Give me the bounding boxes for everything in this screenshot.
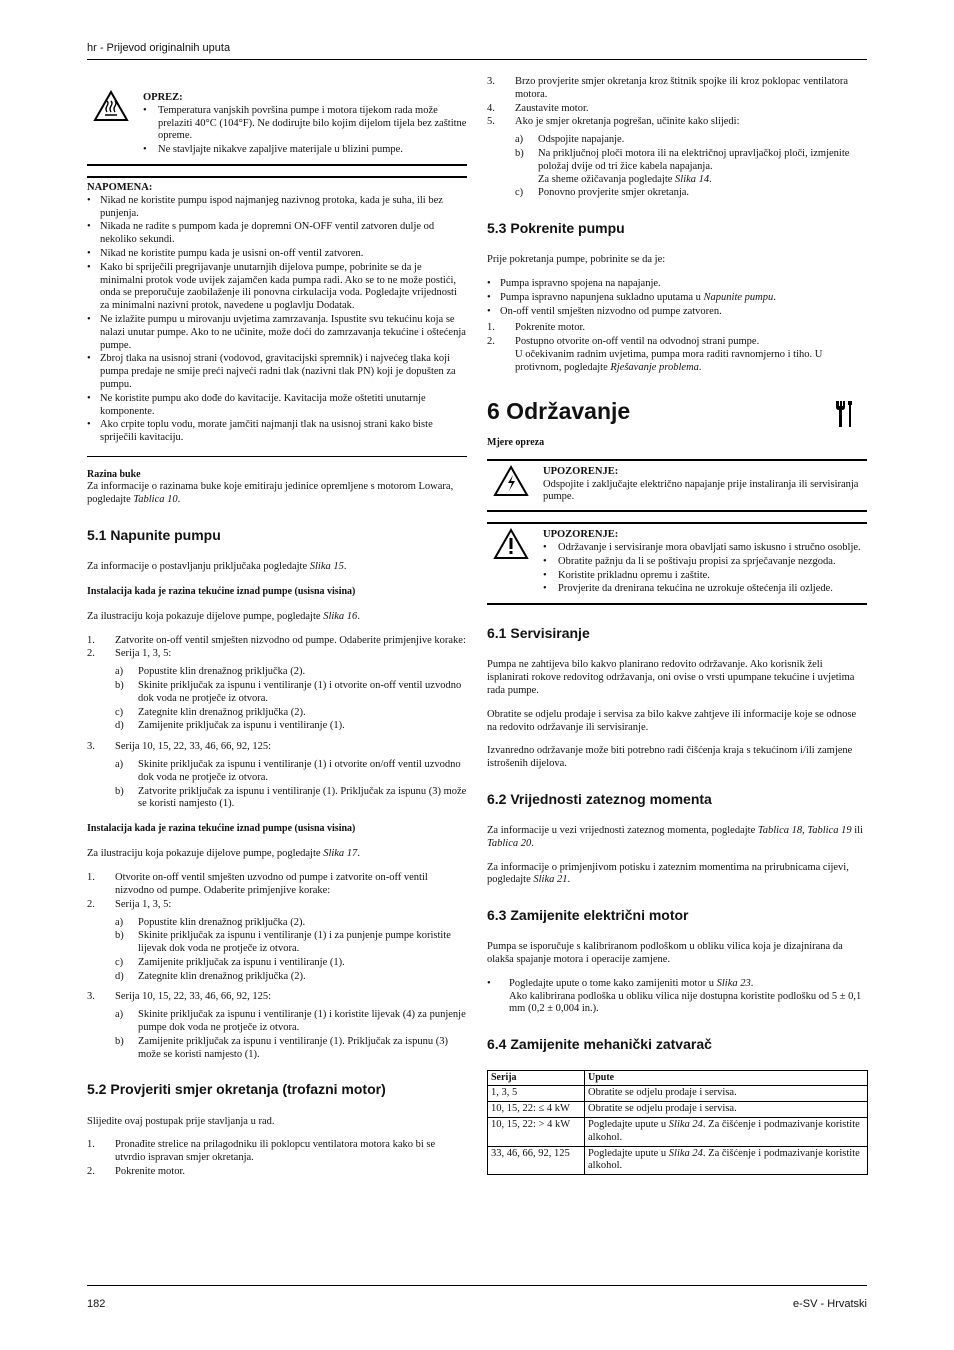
table-cell: 10, 15, 22: ≤ 4 kW xyxy=(488,1102,585,1118)
section-5-3-title: 5.3 Pokrenite pumpu xyxy=(487,220,625,237)
sub-step: b) Zatvorite priključak za ispunu i ventiliranje (1). Priključak za ispunu (3) može se koristi namjesto (1). xyxy=(115,785,467,810)
step-item: 5. Ako je smjer okretanja pogrešan, učinite kako slijedi: a) Odspojite napajanje. b) Na priključnoj ploči motora ili na električnoj upravljačkoj ploči, izmjenite položaj dvije od tri žice kabela napajanja. Za sheme ožičavanja pogledajte Slika 14. c) Ponovno provjerite smjer okretanja. xyxy=(487,116,867,200)
sub-step: d) Zamijenite priključak za ispunu i ventiliranje (1). xyxy=(115,720,345,732)
sub-step: c) Zamijenite priključak za ispunu i ventiliranje (1). xyxy=(115,956,345,968)
table-cell: Obratite se odjelu prodaje i servisa. xyxy=(585,1086,868,1102)
note-item: • Ne koristite pumpu ako dođe do kavitacije. Kavitacija može oštetiti unutarnje komponente. xyxy=(87,393,467,419)
page-number: 182 xyxy=(87,1298,106,1310)
section-5-1-title: 5.1 Napunite pumpu xyxy=(87,526,221,543)
step-item: 2. Postupno otvorite on-off ventil na odvodnoj strani pumpe. U očekivanim radnim uvjetima, pumpa mora raditi ravnomjerno i tiho. U protivnom, pogledajte Rješavanje problema. xyxy=(487,336,823,373)
step-item: 2. Serija 1, 3, 5: a) Popustite klin drenažnog priključka (2). b) Skinite priključak za ispunu i ventiliranje (1) i otvorite on-off ventil uzvodno dok voda ne protječe iz otvora. c) Zategnite klin drenažnog priključka (2). d) Zamijenite priključak za ispunu i ventiliranje (1). xyxy=(87,648,467,733)
s62-p2: Za informacije o primjenjivom potisku i zateznim momentima na prirubnicama cijevi, pogledajte Slika 21. xyxy=(487,861,849,886)
step-item: 2. Serija 1, 3, 5: a) Popustite klin drenažnog priključka (2). b) Skinite priključak za ispunu i ventiliranje (1) i za punjenje pumpe koristite lijevak dok voda ne protječe iz otvora. c) Zamijenite priključak za ispunu i ventiliranje (1). d) Zategnite klin drenažnog priključka (2). xyxy=(87,899,467,984)
caution-item: • Temperatura vanjskih površina pumpe i motora tijekom rada može prelaziti 40°C (104°F). Ne dodirujte bilo kojim dijelom tijela bez zaštitne opreme. xyxy=(143,105,467,143)
sub-step: a) Skinite priključak za ispunu i ventiliranje (1) i otvorite on/off ventil uzvodno dok voda ne protječe iz otvora. xyxy=(115,758,461,783)
step-item: 1. Pronađite strelice na prilagodniku ili poklopcu ventilatora motora kako bi se utvrdio ispravan smjer okretanja. xyxy=(87,1139,436,1164)
footer-doc-title: e-SV - Hrvatski xyxy=(793,1298,867,1310)
s62-p1: Za informacije u vezi vrijednosti zateznog momenta, pogledajte Tablica 18, Tablica 19 ili Tablica 20. xyxy=(487,824,863,849)
table-cell: Pogledajte upute u Slika 24. Za čišćenje i podmazivanje koristite alkohol. xyxy=(585,1118,868,1147)
note-box xyxy=(87,176,467,445)
note-item: • Ako crpite toplu vodu, morate jamčiti najmanji tlak na usisnoj strani kako biste spriječili kavitaciju. xyxy=(87,419,467,445)
note-item: • Kako bi spriječili pregrijavanje unutarnjih dijelova pumpe, pobrinite se da je minimalni protok vode uvijek zajamčen kada pumpa radi. Ako se to ne može postići, onda se preporučuje zaobilaženje ili ponovna cirkulacija voda. Pogledajte vrijednosti za minimalni nazivni protok, navedene u poglavlju Dodatak. xyxy=(87,262,467,313)
warning-item: • Obratite pažnju da li se poštivaju propisi za sprječavanje nezgoda. xyxy=(543,556,867,569)
note-item: • Nikad ne koristite pumpu kada je usisni on-off ventil zatvoren. xyxy=(87,248,467,261)
table-header-row xyxy=(488,1071,868,1086)
warning-item: • Provjerite da drenirana tekućina ne uzrokuje oštećenja ili ozljede. xyxy=(543,583,867,596)
table-cell: 10, 15, 22: > 4 kW xyxy=(488,1118,585,1147)
noise-section xyxy=(87,456,467,507)
inst2-title: Instalacija kada je razina tekućine iznad pumpe (usisna visina) xyxy=(87,823,356,835)
table-cell: Pogledajte upute u Slika 24. Za čišćenje i podmazivanje koristite alkohol. xyxy=(585,1146,868,1175)
s53-intro: Prije pokretanja pumpe, pobrinite se da je: xyxy=(487,254,666,266)
noise-title: Razina buke xyxy=(87,468,141,480)
table-cell: Obratite se odjelu prodaje i servisa. xyxy=(585,1102,868,1118)
sub-step: b) Skinite priključak za ispunu i ventiliranje (1) i otvorite on-off ventil uzvodno dok voda ne protječe iz otvora. xyxy=(115,679,462,704)
s63-p1: Pumpa se isporučuje s kalibriranom podloškom u obliku vilica koja je dizajnirana da olakša spajanje motora i operacije zamjene. xyxy=(487,941,843,966)
s63-item: • Pogledajte upute o tome kako zamijeniti motor u Slika 23. Ako kalibrirana podloška u obliku vilica nije dostupna koristite podlošku od 5 ± 0,1 mm (0,2 ± 0,004 in.). xyxy=(487,978,867,1016)
warning-item: • Održavanje i servisiranje mora obavljati samo iskusno i stručno osoblje. xyxy=(543,542,867,555)
note-item: • Zbroj tlaka na usisnoj strani (vodovod, gravitacijski spremnik) i najvećeg tlaka koji pumpa predaje ne smije preći najveći radni tlak (nazivni tlak PN) koji je dopušten za pumpu. xyxy=(87,353,467,391)
table-row xyxy=(488,1102,868,1118)
section-6-1-title: 6.1 Servisiranje xyxy=(487,625,590,642)
page-header: hr - Prijevod originalnih uputa xyxy=(87,42,231,54)
s52-steps-right xyxy=(487,76,867,200)
sub-step: a) Skinite priključak za ispunu i ventiliranje (1) i koristite lijevak (4) za punjenje pumpe dok voda ne protječe iz otvora. xyxy=(115,1009,466,1034)
note-title: NAPOMENA: xyxy=(87,181,153,193)
sub-step: c) Zategnite klin drenažnog priključka (2). xyxy=(115,706,306,718)
inst2-steps xyxy=(87,872,467,1061)
table-cell: 1, 3, 5 xyxy=(488,1086,585,1102)
inst2-ill: Za ilustraciju koja pokazuje dijelove pumpe, pogledajte Slika 17. xyxy=(87,848,360,860)
section-5-2-title: 5.2 Provjeriti smjer okretanja (trofazni motor) xyxy=(87,1081,386,1098)
s53-item: • Pumpa ispravno spojena na napajanje. xyxy=(487,278,867,291)
sub-step: b) Skinite priključak za ispunu i ventiliranje (1) i za punjenje pumpe koristite lijevak dok voda ne protječe iz otvora. xyxy=(115,930,451,955)
noise-text: Za informacije o razinama buke koje emitiraju jedinice opremljene s motorom Lowara, pogledajte Tablica 10. xyxy=(87,481,454,505)
sub-step: a) Popustite klin drenažnog priključka (2). xyxy=(115,916,306,928)
inst1-ill: Za ilustraciju koja pokazuje dijelove pumpe, pogledajte Slika 16. xyxy=(87,610,360,622)
s52-intro: Slijedite ovaj postupak prije stavljanja u rad. xyxy=(87,1115,275,1127)
table-header: Serija xyxy=(488,1071,585,1086)
s61-p3: Izvanredno održavanje može biti potrebno radi čišćenja kraja s tekućinom i/ili zamjene istrošenih dijelova. xyxy=(487,745,853,770)
hot-surface-icon xyxy=(93,90,129,122)
s53-item: • Pumpa ispravno napunjena sukladno uputama u Napunite pumpu. xyxy=(487,292,867,305)
s61-p1: Pumpa ne zahtijeva bilo kakvo planirano redovito održavanje. Ako korisnik želi isplanirati rokove redovitog održavanja, oni ovise o vrsti upumpane tekućine i uvjetima rada pumpe. xyxy=(487,659,855,696)
step-item: 1. Pokrenite motor. xyxy=(487,322,585,334)
table-header: Upute xyxy=(585,1071,868,1086)
wrench-screwdriver-icon xyxy=(833,399,855,429)
warning-text: Odspojite i zaključajte električno napajanje prije instaliranja ili servisiranja pumpe. xyxy=(543,478,859,503)
warning-box-electrical xyxy=(487,459,867,512)
step-item: 2. Pokrenite motor. xyxy=(87,1165,185,1177)
note-item: • Nikada ne radite s pumpom kada je dopremni ON-OFF ventil zatvoren dulje od nekoliko sekundi. xyxy=(87,221,467,247)
left-column xyxy=(87,76,467,1187)
sub-step: b) Zamijenite priključak za ispunu i ventiliranje (1). Priključak za ispunu (3) može se koristi namjesto (1). xyxy=(115,1035,448,1060)
s52-steps-left xyxy=(87,1139,467,1178)
precautions-title: Mjere opreza xyxy=(487,436,545,448)
note-item: • Ne izlažite pumpu u mirovanju uvjetima zamrzavanja. Ispustite svu tekućinu koja se nalazi unutar pumpe. Ako to ne učinite, može doći do zamrzavanja tekućine i oštećenja pumpe. xyxy=(87,314,467,352)
sub-step: c) Ponovno provjerite smjer okretanja. xyxy=(515,187,690,199)
chapter-6-title: 6 Održavanje xyxy=(487,397,867,425)
seal-table xyxy=(487,1070,868,1175)
inst1-steps xyxy=(87,635,467,812)
warning-item: • Koristite prikladnu opremu i zaštite. xyxy=(543,570,867,583)
s51-intro: Za informacije o postavljanju priključaka pogledajte Slika 15. xyxy=(87,560,347,572)
warning-title: UPOZORENJE: xyxy=(543,465,619,477)
s61-p2: Obratite se odjelu prodaje i servisa za bilo kakve zahtjeve ili informacije koje se odnose na redovito održavanje ili servisiranje. xyxy=(487,708,857,733)
section-6-4-title: 6.4 Zamijenite mehanički zatvarač xyxy=(487,1036,712,1053)
section-6-3-title: 6.3 Zamijenite električni motor xyxy=(487,907,689,924)
step-item: 3. Brzo provjerite smjer okretanja kroz štitnik spojke ili kroz poklopac ventilatora motora. xyxy=(487,76,848,100)
table-row xyxy=(488,1086,868,1102)
footer-rule xyxy=(87,1285,867,1286)
sub-step: a) Popustite klin drenažnog priključka (2). xyxy=(115,666,306,678)
caution-title: OPREZ: xyxy=(143,92,183,103)
warning-icon xyxy=(493,528,529,560)
sub-step: d) Zategnite klin drenažnog priključka (2). xyxy=(115,970,306,982)
caution-box xyxy=(87,76,467,166)
step-item: 3. Serija 10, 15, 22, 33, 46, 66, 92, 125: a) Skinite priključak za ispunu i ventiliranje (1) i koristite lijevak (4) za punjenje pumpe dok voda ne protječe iz otvora. b) Zamijenite priključak za ispunu i ventiliranje (1). Priključak za ispunu (3) može se koristi namjesto (1). xyxy=(87,991,466,1060)
inst1-title: Instalacija kada je razina tekućine iznad pumpe (usisna visina) xyxy=(87,585,356,597)
table-row xyxy=(488,1118,868,1147)
warning-box-general xyxy=(487,522,867,605)
note-item: • Nikad ne koristite pumpu ispod najmanjeg nazivnog protoka, kada je suha, ili bez punjenja. xyxy=(87,195,467,221)
caution-item: • Ne stavljajte nikakve zapaljive materijale u blizini pumpe. xyxy=(143,144,467,157)
step-item: 1. Otvorite on-off ventil smješten uzvodno od pumpe i zatvorite on-off ventil nizvodno od pumpe. Odaberite primjenjive korake: xyxy=(87,872,428,896)
table-cell: 33, 46, 66, 92, 125 xyxy=(488,1146,585,1175)
section-6-2-title: 6.2 Vrijednosti zateznog momenta xyxy=(487,790,712,807)
step-item: 4. Zaustavite motor. xyxy=(487,102,589,114)
step-item: 1. Zatvorite on-off ventil smješten nizvodno od pumpe. Odaberite primjenjive korake: xyxy=(87,634,466,646)
electrical-hazard-icon xyxy=(493,465,529,497)
sub-step: a) Odspojite napajanje. xyxy=(515,134,625,146)
right-column xyxy=(487,76,867,1175)
s53-steps xyxy=(487,322,867,374)
step-item: 3. Serija 10, 15, 22, 33, 46, 66, 92, 125: a) Skinite priključak za ispunu i ventiliranje (1) i otvorite on/off ventil uzvodno dok voda ne protječe iz otvora. b) Zatvorite priključak za ispunu i ventiliranje (1). Priključak za ispunu (3) može se koristi namjesto (1). xyxy=(87,741,467,810)
warning-title: UPOZORENJE: xyxy=(543,529,619,541)
header-rule xyxy=(87,59,867,60)
table-row xyxy=(488,1146,868,1175)
s53-item: • On-off ventil smješten nizvodno od pumpe zatvoren. xyxy=(487,306,867,319)
sub-step: b) Na priključnoj ploči motora ili na električnoj upravljačkoj ploči, izmjenite položaj dvije od tri žice kabela napajanja. Za sheme ožičavanja pogledajte Slika 14. xyxy=(515,147,850,185)
